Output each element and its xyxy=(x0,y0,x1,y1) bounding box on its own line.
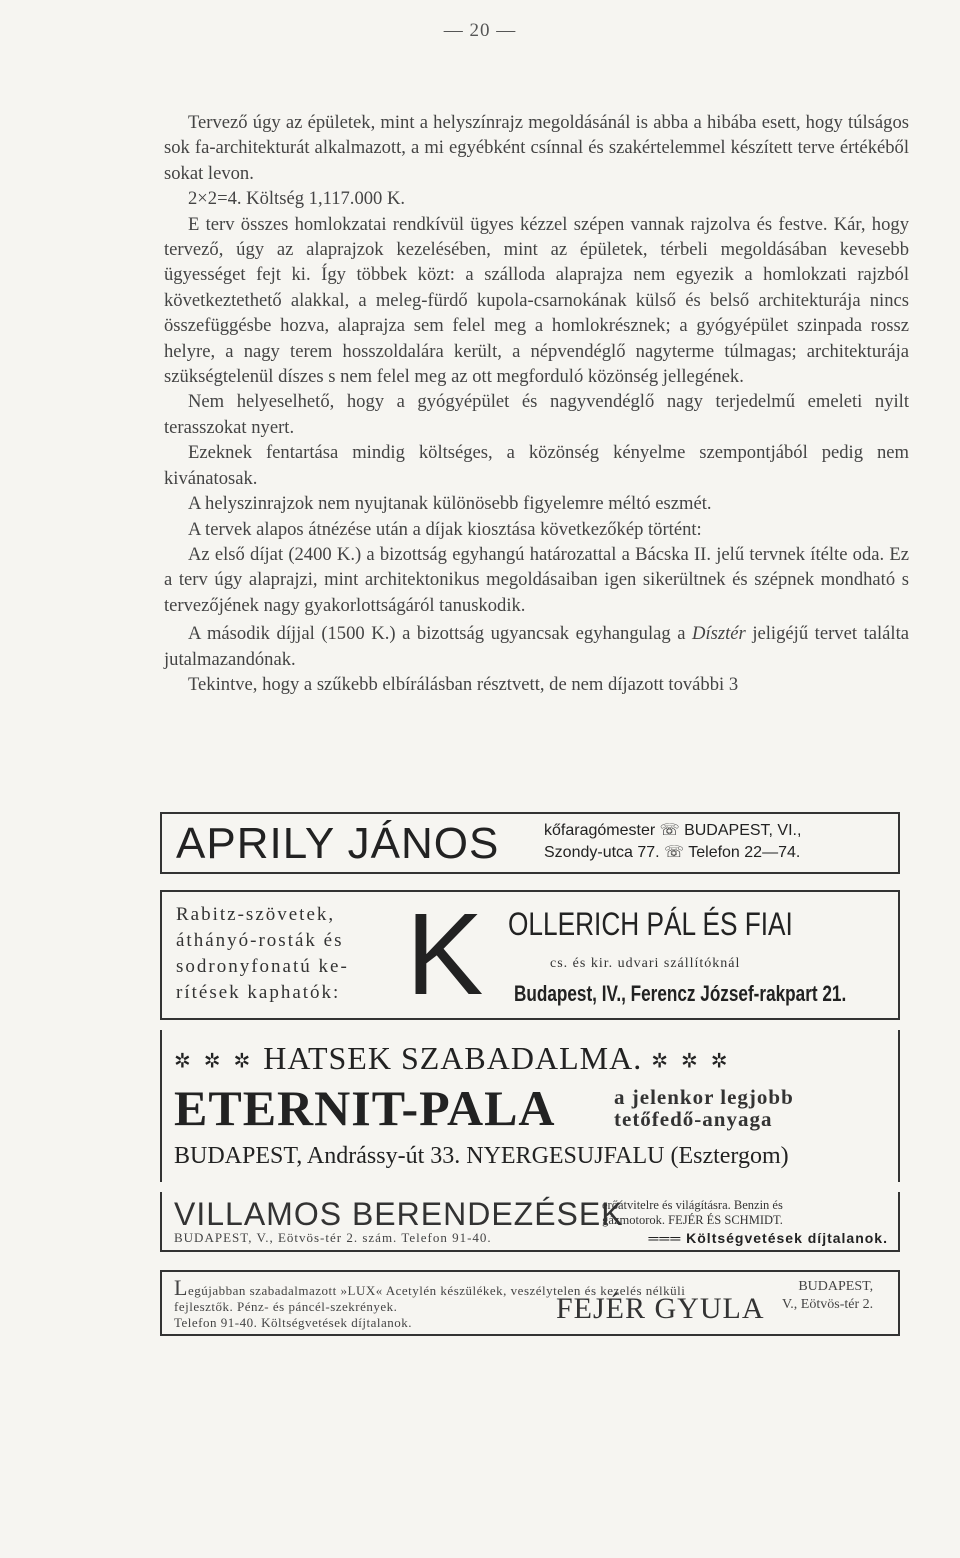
ad-kollerich-products xyxy=(176,902,349,1006)
ad-fejer-address-line: BUDAPEST, xyxy=(798,1279,874,1294)
paragraph: A tervek alapos átnézése után a díjak kiosztása következőkép történt: xyxy=(188,518,702,540)
ad-villamos-cost: ═══ Költségvetések díjtalanok. xyxy=(648,1230,888,1246)
ad-kollerich-line: rítések kaphatók: xyxy=(176,982,341,1003)
ad-aprily-name: APRILY JÁNOS xyxy=(176,819,500,868)
ad-villamos xyxy=(160,1192,900,1252)
ad-villamos-address: BUDAPEST, V., Eötvös-tér 2. szám. Telefon 91-40. xyxy=(174,1230,492,1245)
page-number: — 20 — xyxy=(443,20,517,41)
ad-aprily-details xyxy=(544,820,801,864)
ad-eternit-patent: HATSEK SZABADALMA. xyxy=(263,1040,643,1076)
paragraph: 2×2=4. Költség 1,117.000 K. xyxy=(188,188,406,210)
ornament-icon: ✲ ✲ ✲ xyxy=(174,1050,255,1073)
ad-eternit-header xyxy=(174,1038,886,1082)
paragraph-text: A második díjjal (1500 K.) a bizottság ugyancsak egyhangulag a xyxy=(188,623,693,645)
paragraph-text: jeligéjű tervet találta jutalmazandónak. xyxy=(164,623,909,670)
ad-kollerich-address: Budapest, IV., Ferencz József-rakpart 21. xyxy=(514,981,847,1006)
ad-villamos-line: gázmotorok. FEJÉR ÉS SCHMIDT. xyxy=(602,1213,783,1227)
ad-fejer-text: egújabban szabadalmazott »LUX« Acetylén készülékek, veszélytelen és kezelés nélküli xyxy=(187,1283,686,1298)
ad-aprily-line2: Szondy-utca 77. ☏ Telefon 22—74. xyxy=(544,844,801,861)
ad-kollerich-line: sodronyfonatú ke- xyxy=(176,956,349,977)
body-text xyxy=(164,110,909,697)
ad-fejer xyxy=(160,1270,900,1336)
motto-text: Dísztér xyxy=(692,623,746,645)
ad-kollerich xyxy=(160,890,900,1020)
ad-eternit-address: BUDAPEST, Andrássy-út 33. NYERGESUJFALU (Esztergom) xyxy=(174,1143,789,1169)
ad-eternit-name: ETERNIT-PALA xyxy=(174,1080,556,1136)
ad-eternit-slogan-line: a jelenkor legjobb xyxy=(614,1085,794,1109)
paragraph: Az első díjat (2400 K.) a bizottság egyhangú határozattal a Bácska II. jelű tervnek ítélte oda. Ez a terv úgy alaprajzi, mint architektonikus megoldásaiban igen sikerültnek és szépnek mondható s tervezőjének nagy gyakorlottságáról tanuskodik. xyxy=(164,543,909,616)
ad-eternit-slogan xyxy=(614,1086,794,1130)
ad-fejer-line: fejlesztők. Pénz- és páncél-szekrények. xyxy=(174,1299,398,1314)
paragraph: E terv összes homlokzatai rendkívül ügyes kézzel szépen vannak rajzolva és festve. Kár, hogy tervező, úgy az alaprajzok kezelésében, mint az épületek, térbeli megoldásában kevesebb ügyességet fejt ki. Így többek közt: a szálloda alaprajza nem egyezik a homlokzati rajzból következtethető alakkal, a meleg-fürdő kupola-csarnokának külső és belső architekturája nincs összefüggésbe hozva, alaprajza sem felel meg a homlokrésznek; a gyógyépület szinpada rossz helyre, a nagy terem hosszoldalára került, a népvendéglő nagyterme túlmagas; architekturája szükségtelenül díszes s nem felel meg az ott megforduló közönség jellegének. xyxy=(164,213,909,388)
drop-cap: L xyxy=(174,1275,188,1300)
ornament-icon: ✲ ✲ ✲ xyxy=(651,1050,732,1073)
paragraph: Tekintve, hogy a szűkebb elbírálásban résztvett, de nem díjazott további 3 xyxy=(188,673,739,695)
ad-fejer-address xyxy=(782,1278,873,1314)
ad-eternit-slogan-line: tetőfedő-anyaga xyxy=(614,1107,773,1131)
paragraph: Tervező úgy az épületek, mint a helyszínrajz megoldásánál is abba a hibába esett, hogy túlságos sok fa-architekturát alkalmazott, a mi egyébként csínnal és szakértelemmel készített terve értékéből sokat levon. xyxy=(164,112,909,184)
paragraph-second-prize xyxy=(164,621,909,672)
ad-eternit xyxy=(160,1030,900,1182)
ad-aprily xyxy=(160,812,900,874)
paragraph: A helyszinrajzok nem nyujtanak különösebb figyelemre méltó eszmét. xyxy=(188,493,712,515)
paragraph: Nem helyeselhető, hogy a gyógyépület és nagyvendéglő nagy terjedelmű emeleti nyilt terasszokat nyert. xyxy=(164,391,909,438)
paragraph: Ezeknek fentartása mindig költséges, a közönség kényelme szempontjából pedig nem kivánatosak. xyxy=(164,442,909,489)
ad-kollerich-title: OLLERICH PÁL ÉS FIAI xyxy=(508,906,793,942)
ad-fejer-name: FEJÉR GYULA xyxy=(556,1292,765,1325)
ad-aprily-line1: kőfaragómester ☏ BUDAPEST, VI., xyxy=(544,822,802,839)
ad-fejer-address-line: V., Eötvös-tér 2. xyxy=(782,1297,874,1312)
ad-villamos-title: VILLAMOS BERENDEZÉSEK xyxy=(174,1196,624,1232)
ad-villamos-line: erőátvitelre és világításra. Benzin és xyxy=(602,1198,783,1212)
ad-fejer-line: Telefon 91-40. Költségvetések díjtalanok. xyxy=(174,1315,413,1330)
ad-kollerich-line: áthányó-rosták és xyxy=(176,930,344,951)
ad-kollerich-initial: K xyxy=(406,889,484,1019)
ad-kollerich-line: Rabitz-szövetek, xyxy=(176,904,336,925)
ad-villamos-details xyxy=(602,1198,783,1228)
ad-kollerich-subtitle: cs. és kir. udvari szállítóknál xyxy=(550,956,741,971)
